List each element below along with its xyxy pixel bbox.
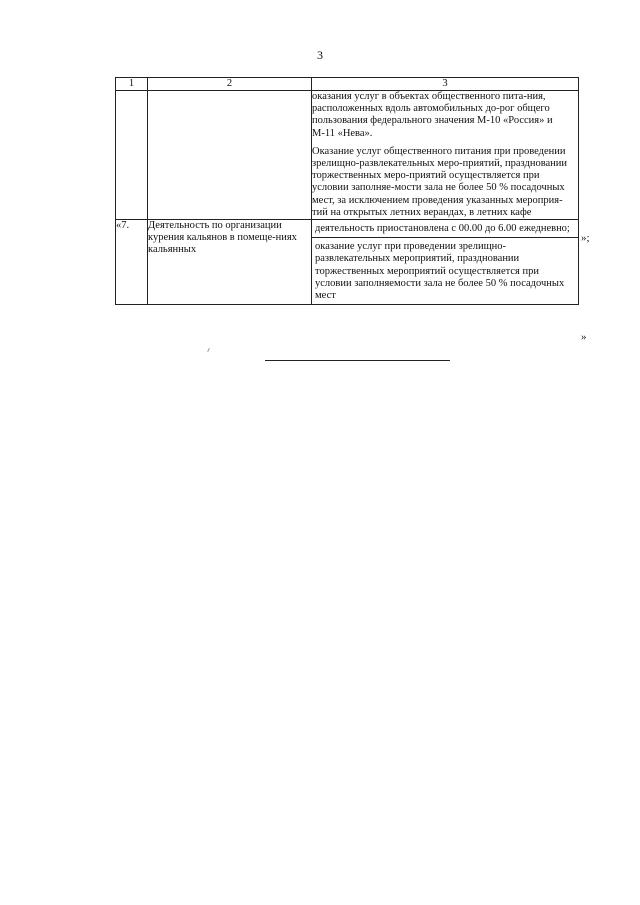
row2-closing-quote: »: [581, 331, 587, 343]
row2-number-cell: «7.: [116, 220, 148, 305]
header-col-2: 2: [148, 78, 312, 91]
row2-condition-2: оказание услуг при проведении зрелищно-развлекательных мероприятий, праздновании торжественных мероприятий осуществляется при условии заполняемости зала не более 50 % посадочных мест: [312, 237, 578, 304]
page-number: 3: [317, 48, 323, 62]
scan-speck: [207, 348, 210, 352]
table-row: [116, 220, 579, 305]
row1-closing-quote: »;: [581, 232, 590, 244]
table-row: [116, 91, 579, 220]
table-header-row: [116, 78, 579, 91]
header-col-1: 1: [116, 78, 148, 91]
header-col-3: 3: [312, 78, 579, 91]
row2-conditions-cell: [312, 220, 579, 305]
document-table: [115, 77, 579, 305]
row1-paragraph-1: оказания услуг в объектах общественного пита-ния, расположенных вдоль автомобильных до-рог общего пользования федерального значения М-10 «Россия» и М-11 «Нева».: [312, 91, 553, 139]
row2-activity-cell: Деятельность по организации курения кальянов в помеще-ниях кальянных: [148, 220, 312, 305]
row1-number-cell: [116, 91, 148, 220]
row1-conditions-cell: [312, 91, 579, 220]
row1-paragraph-2: Оказание услуг общественного питания при проведении зрелищно-развлекательных меро-приятий, праздновании торжественных меро-приятий осуществляется при условии заполняе-мости зала не более 50 % посадочных мест, за исключением проведения указанных мероприя-тий на открытых летних верандах, в летних кафе: [312, 145, 568, 218]
end-rule: [265, 360, 450, 361]
row2-condition-1: деятельность приостановлена с 00.00 до 6.00 ежедневно;: [315, 223, 570, 235]
row1-activity-cell: [148, 91, 312, 220]
